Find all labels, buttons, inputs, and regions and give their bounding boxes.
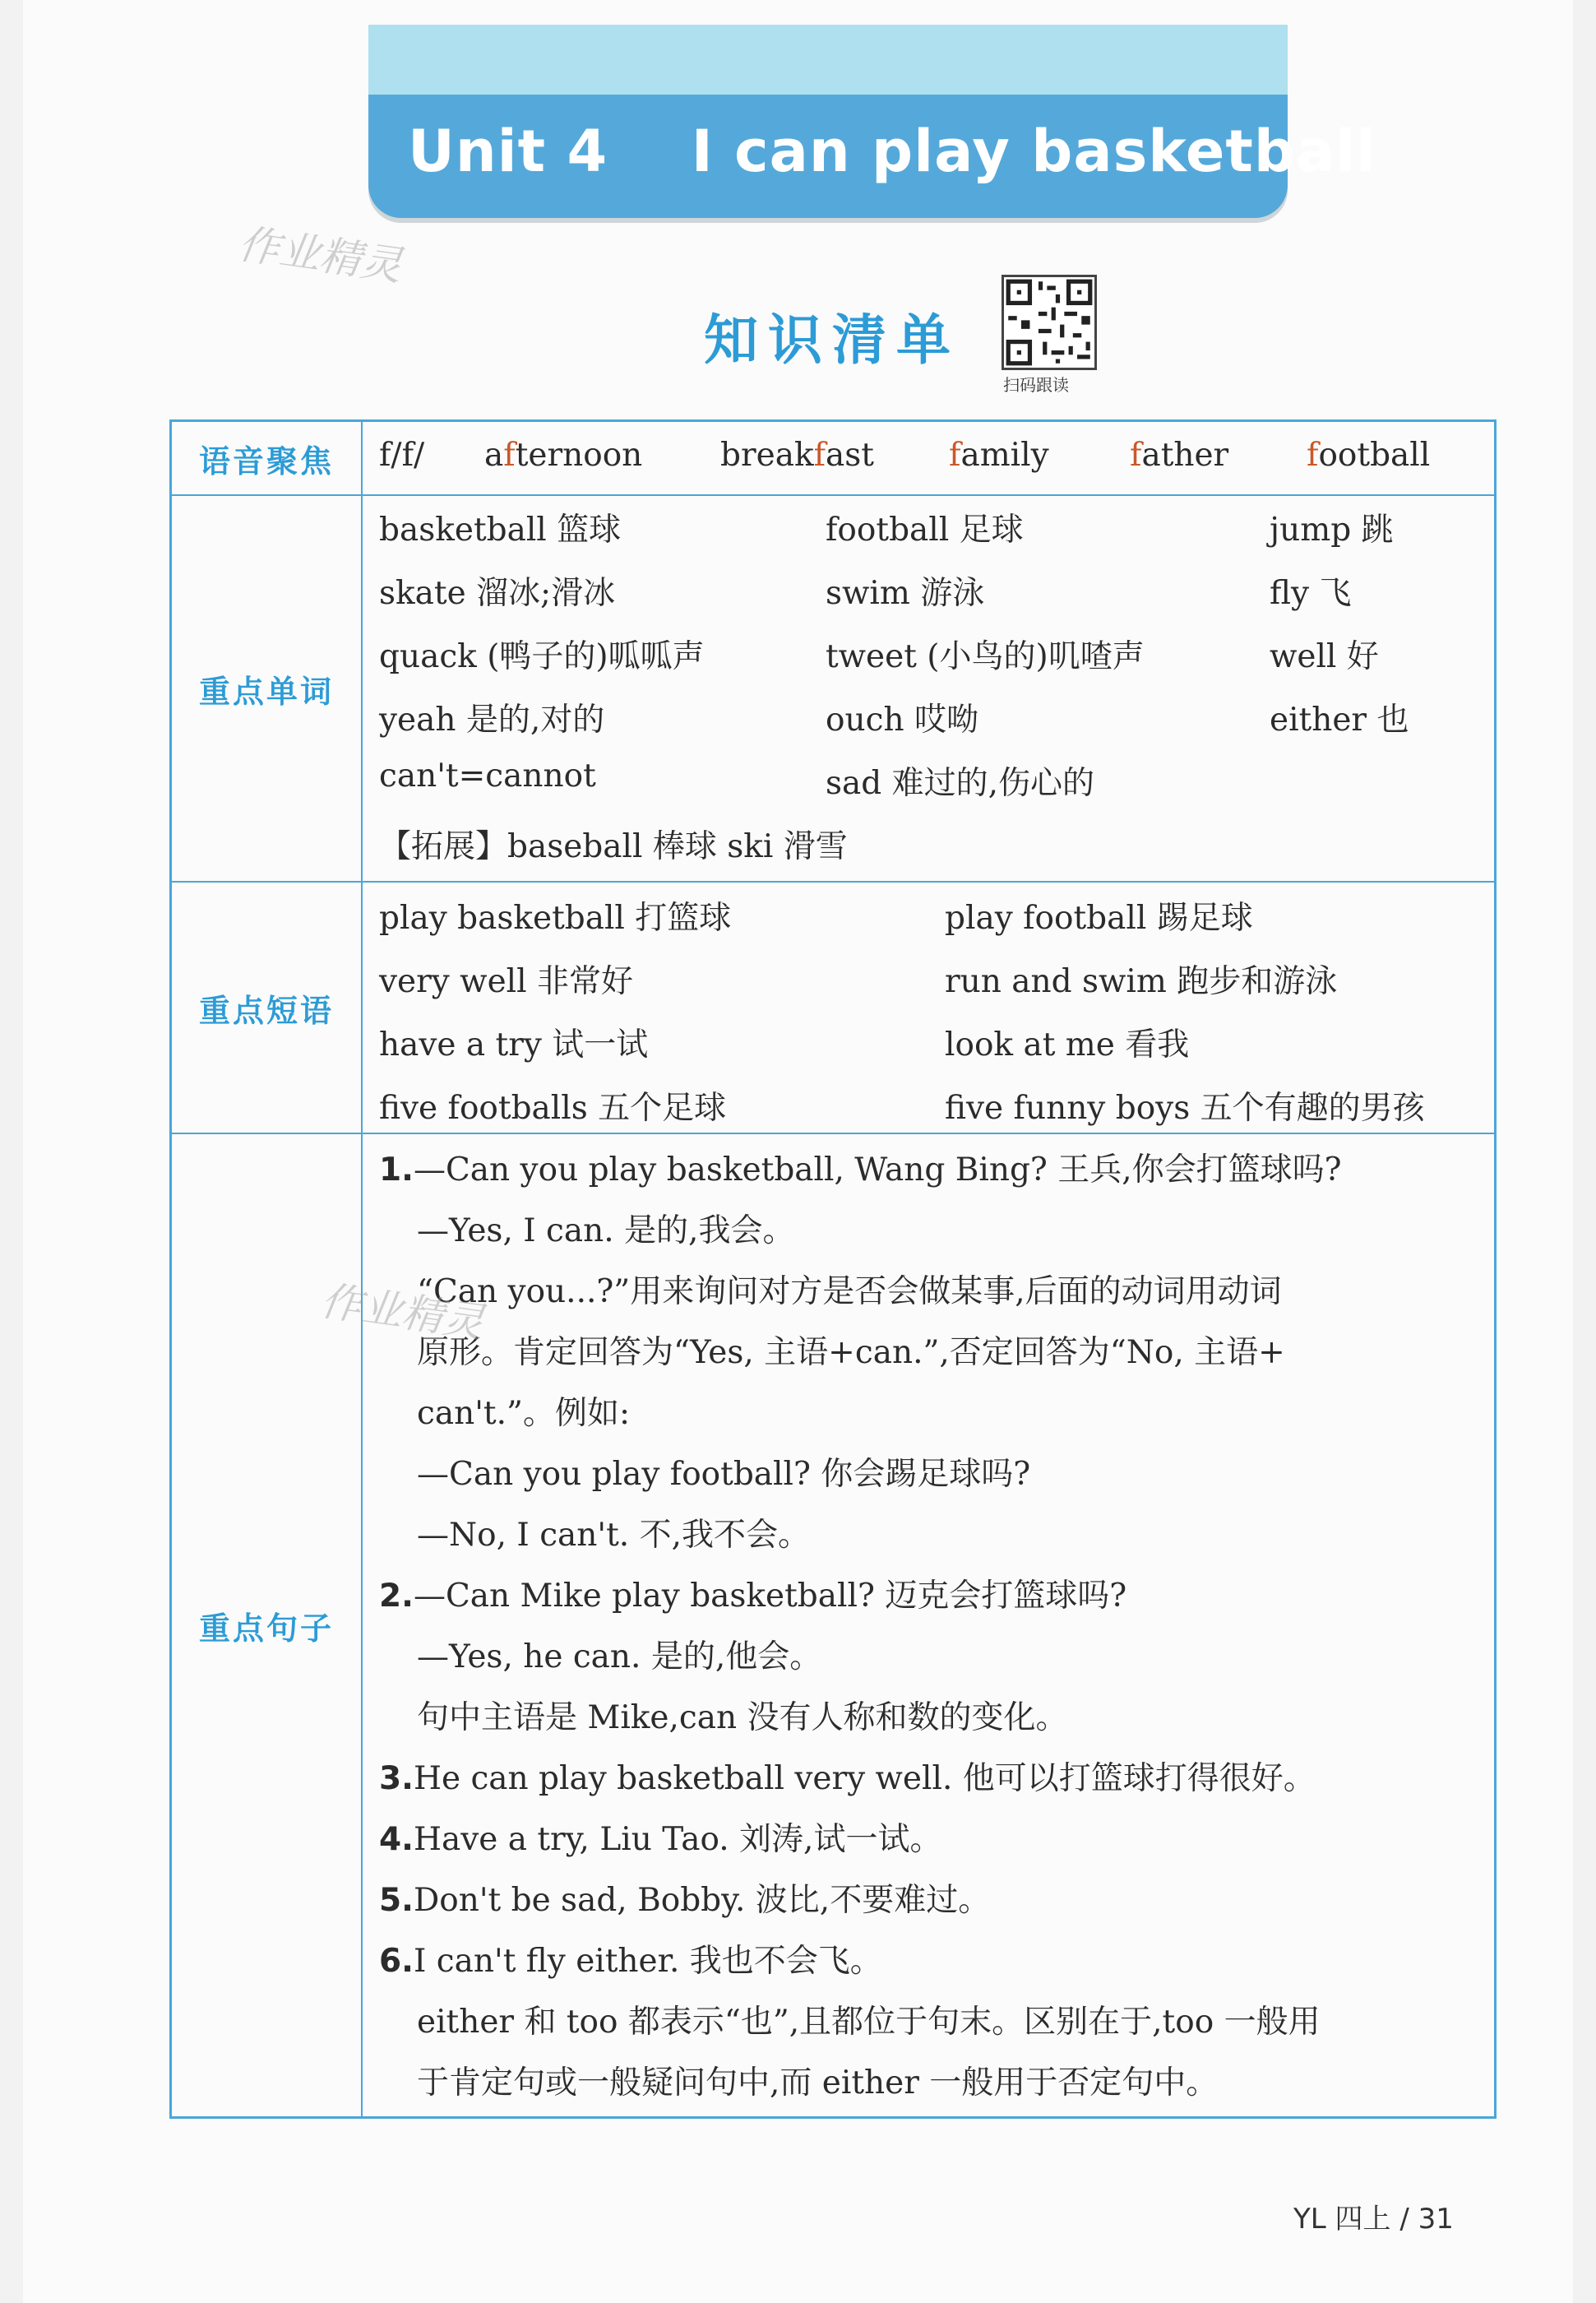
phonics-highlight: f	[503, 437, 516, 474]
sentence-line: 4.Have a try, Liu Tao. 刘涛,试一试。	[379, 1821, 942, 1858]
phrase-item: five footballs 五个足球	[379, 1090, 727, 1127]
word-item: well 好	[1270, 638, 1379, 675]
sentence-line: 2.—Can Mike play basketball? 迈克会打篮球吗?	[379, 1578, 1127, 1615]
sentence-line: “Can you...?”用来询问对方是否会做某事,后面的动词用动词	[417, 1273, 1282, 1310]
sentence-line: 5.Don't be sad, Bobby. 波比,不要难过。	[379, 1882, 991, 1919]
words-row	[172, 496, 1494, 883]
phrase-item: run and swim 跑步和游泳	[945, 963, 1338, 1000]
word-item: fly 飞	[1270, 575, 1352, 612]
phonics-highlight: f	[1307, 437, 1319, 474]
phrase-item: very well 非常好	[379, 963, 633, 1000]
phonics-highlight: f	[949, 437, 961, 474]
watermark: 作业精灵	[317, 1277, 488, 1347]
watermark: 作业精灵	[235, 220, 405, 290]
unit-banner	[368, 95, 1377, 218]
qr-label: 扫码跟读	[1003, 375, 1069, 395]
phrase-item: five funny boys 五个有趣的男孩	[945, 1090, 1425, 1127]
word-item: can't=cannot	[379, 758, 596, 795]
sentence-line: —No, I can't. 不,我不会。	[417, 1517, 810, 1554]
page-number: YL 四上 / 31	[1293, 2203, 1454, 2236]
sentence-line: 1.—Can you play basketball, Wang Bing? 王兵,你会打篮球吗?	[379, 1152, 1342, 1189]
phrases-row	[172, 883, 1494, 1134]
phonics-row	[172, 422, 1494, 496]
word-item: swim 游泳	[826, 575, 985, 612]
phonics-word: afternoon	[484, 437, 643, 474]
sentence-line: 句中主语是 Mike,can 没有人称和数的变化。	[417, 1699, 1068, 1736]
words-label: 重点单词	[172, 496, 363, 881]
phonics-label: 语音聚焦	[172, 422, 363, 494]
sentence-line: —Yes, he can. 是的,他会。	[417, 1638, 822, 1675]
word-item: sad 难过的,伤心的	[826, 765, 1095, 802]
sentence-line: —Can you play football? 你会踢足球吗?	[417, 1456, 1031, 1493]
phonics-sound: f/f/	[379, 437, 425, 474]
sentence-line: either 和 too 都表示“也”,且都位于句末。区别在于,too 一般用	[417, 2004, 1321, 2041]
word-item: skate 溜冰;滑冰	[379, 575, 616, 612]
sentence-line: 6.I can't fly either. 我也不会飞。	[379, 1943, 882, 1980]
extension-words: 【拓展】baseball 棒球 ski 滑雪	[379, 828, 848, 865]
phrase-item: play basketball 打篮球	[379, 900, 732, 937]
word-item: football 足球	[826, 512, 1024, 549]
sentence-line: 于肯定句或一般疑问句中,而 either 一般用于否定句中。	[417, 2064, 1219, 2101]
word-item: either 也	[1270, 702, 1409, 739]
sentence-line: 3.He can play basketball very well. 他可以打篮球打得很好。	[379, 1760, 1316, 1797]
word-item: tweet (小鸟的)叽喳声	[826, 638, 1145, 675]
knowledge-table	[169, 419, 1497, 2119]
unit-title: Unit 4 I can play basketball	[408, 118, 1377, 185]
word-item: ouch 哎呦	[826, 702, 978, 739]
phrase-item: play football 踢足球	[945, 900, 1253, 937]
banner-top-strip	[368, 25, 1288, 103]
word-item: quack (鸭子的)呱呱声	[379, 638, 705, 675]
sentence-line: 原形。肯定回答为“Yes, 主语+can.”,否定回答为“No, 主语+	[417, 1334, 1285, 1371]
word-item: yeah 是的,对的	[379, 702, 605, 739]
sentence-line: —Yes, I can. 是的,我会。	[417, 1212, 795, 1249]
page	[23, 0, 1573, 2303]
phrase-item: look at me 看我	[945, 1026, 1190, 1063]
section-title: 知识清单	[704, 308, 960, 372]
phrases-label: 重点短语	[172, 883, 363, 1133]
sentence-line: can't.”。例如:	[417, 1395, 631, 1432]
sentences-label: 重点句子	[172, 1134, 363, 2116]
phonics-highlight: f	[813, 437, 826, 474]
word-item: basketball 篮球	[379, 512, 622, 549]
phonics-word: family	[949, 437, 1049, 474]
phonics-word: father	[1130, 437, 1229, 474]
phonics-highlight: f	[1130, 437, 1142, 474]
phonics-word: breakfast	[720, 437, 874, 474]
qr-code-icon[interactable]	[1002, 275, 1097, 370]
word-item: jump 跳	[1270, 512, 1394, 549]
phrase-item: have a try 试一试	[379, 1026, 649, 1063]
phonics-word: football	[1307, 437, 1431, 474]
